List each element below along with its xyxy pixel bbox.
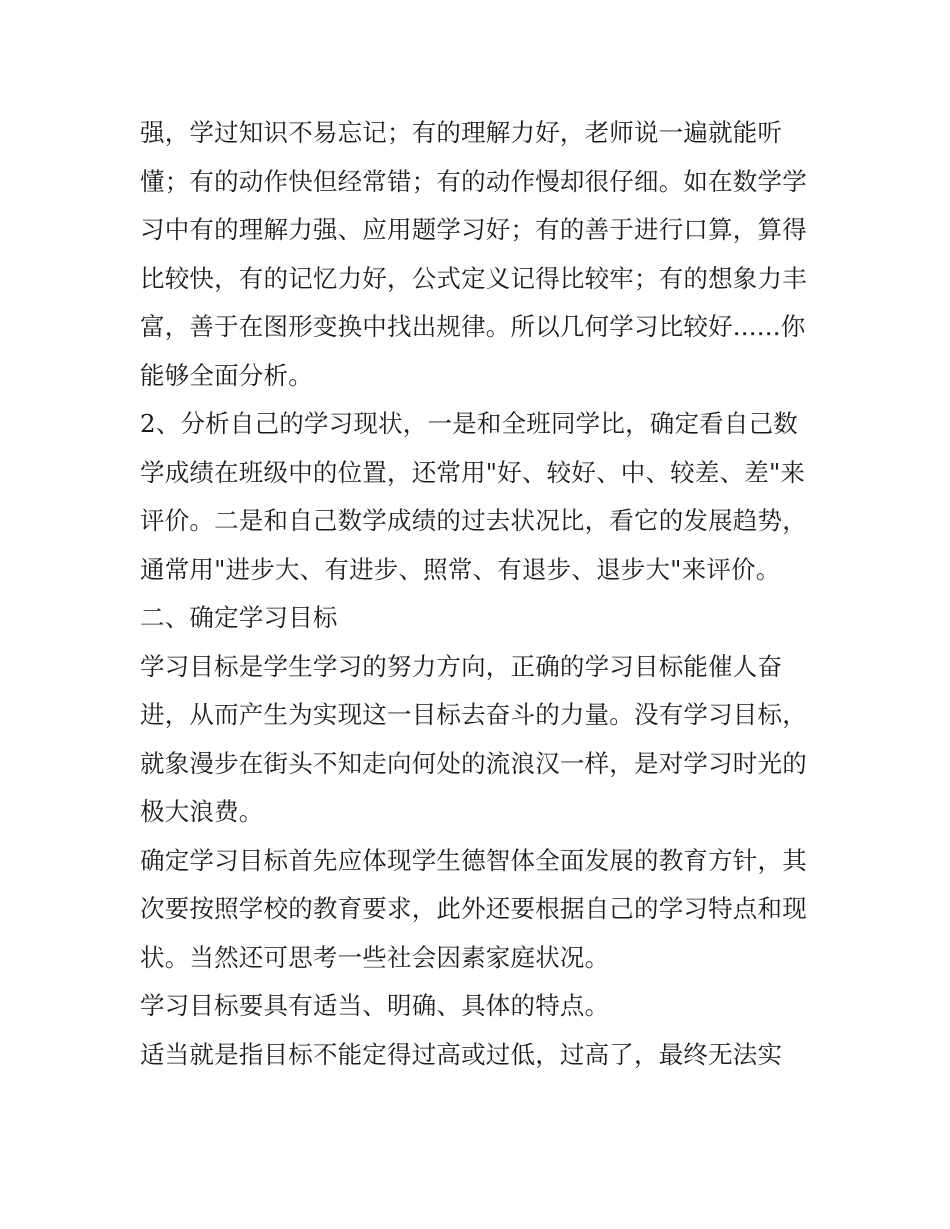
text-line: 进，从而产生为实现这一目标去奋斗的力量。没有学习目标，	[140, 700, 807, 729]
text-line: 比较快，有的记忆力好，公式定义记得比较牢；有的想象力丰	[140, 263, 807, 293]
text-line: 评价。二是和自己数学成绩的过去状况比，看它的发展趋势，	[140, 506, 807, 535]
text-line: 学习目标要具有适当、明确、具体的特点。	[140, 991, 610, 1020]
text-line: 2、分析自己的学习现状，一是和全班同学比，确定看自己数	[140, 409, 798, 438]
text-line: 确定学习目标首先应体现学生德智体全面发展的教育方针，其	[140, 845, 807, 875]
text-line: 强，学过知识不易忘记；有的理解力好，老师说一遍就能听	[140, 118, 783, 147]
text-line: 习中有的理解力强、应用题学习好；有的善于进行口算，算得	[140, 215, 807, 244]
text-line: 能够全面分析。	[140, 360, 313, 390]
section-heading: 二、确定学习目标	[140, 603, 338, 632]
text-line: 极大浪费。	[140, 797, 264, 826]
document-body	[140, 109, 830, 1079]
text-line: 次要按照学校的教育要求，此外还要根据自己的学习特点和现	[140, 894, 807, 923]
text-line: 就象漫步在街头不知走向何处的流浪汉一样，是对学习时光的	[140, 748, 807, 778]
text-line: 状。当然还可思考一些社会因素家庭状况。	[140, 942, 610, 972]
text-line: 适当就是指目标不能定得过高或过低，过高了，最终无法实	[140, 1039, 783, 1069]
text-line: 懂；有的动作快但经常错；有的动作慢却很仔细。如在数学学	[140, 166, 807, 196]
text-line: 学成绩在班级中的位置，还常用"好、较好、中、较差、差"来	[140, 457, 806, 487]
text-line: 富，善于在图形变换中找出规律。所以几何学习比较好......你	[140, 312, 806, 341]
text-line: 学习目标是学生学习的努力方向，正确的学习目标能催人奋	[140, 651, 783, 681]
text-line: 通常用"进步大、有进步、照常、有退步、退步大"来评价。	[140, 554, 781, 584]
